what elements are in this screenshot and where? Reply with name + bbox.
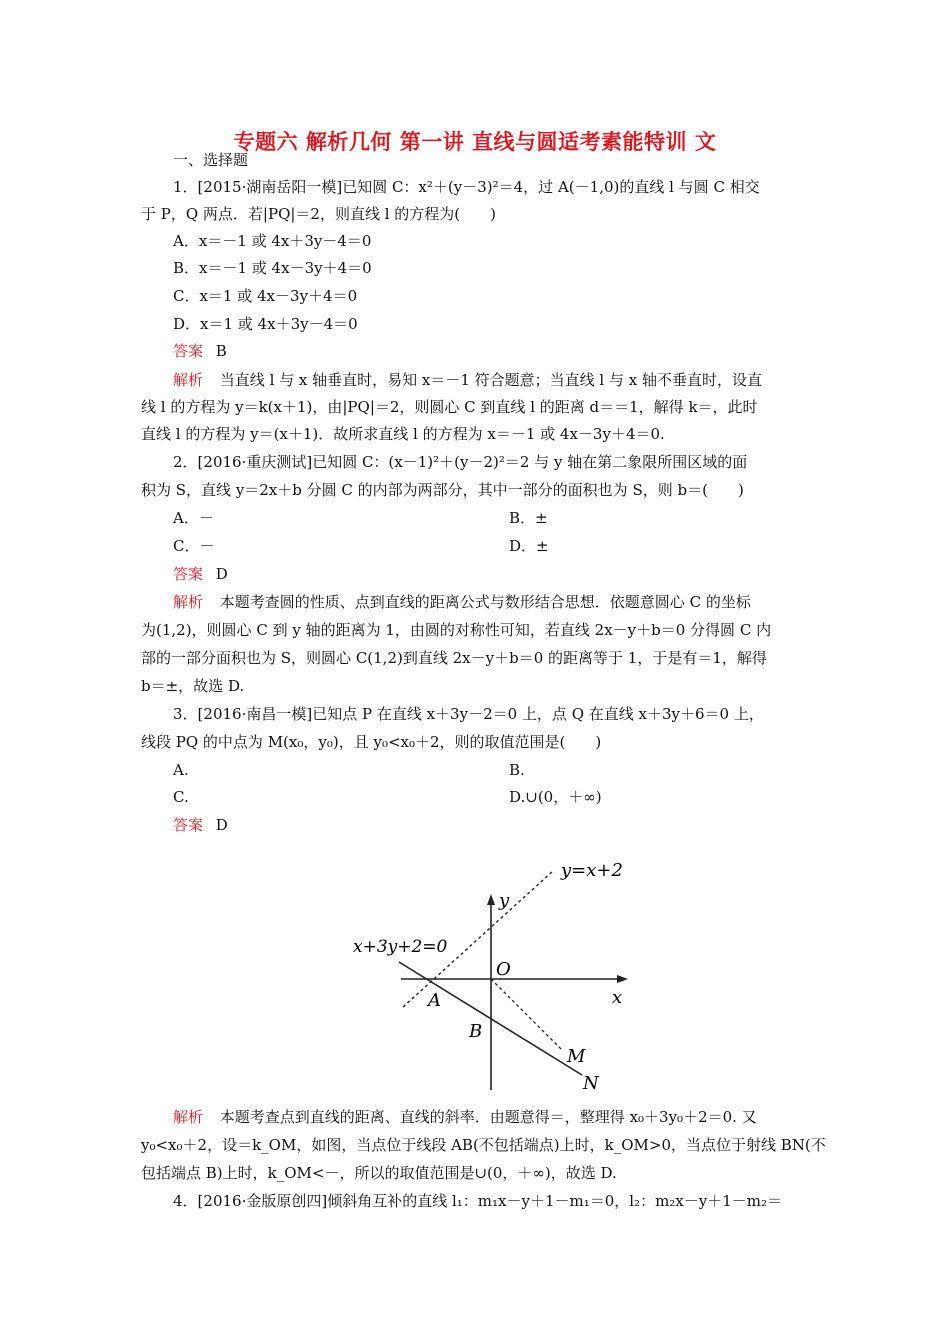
analysis-text: 当直线 l 与 x 轴垂直时，易知 x＝－1 符合题意；当直线 l 与 x 轴不垂直时，设直: [219, 371, 762, 389]
q3-stem-line-1: 3．[2016·南昌一模]已知点 P 在直线 x＋3y－2＝0 上，点 Q 在直线 x＋3y＋6＝0 上，: [173, 705, 764, 723]
section-heading: 一、选择题: [173, 151, 249, 169]
q1-option-b: B．x＝－1 或 4x－3y＋4＝0: [173, 259, 372, 277]
label-a: A: [428, 990, 441, 1011]
coordinate-figure: [341, 844, 641, 1094]
q2-option-b: B．±: [509, 509, 548, 527]
q2-analysis-line-1: [173, 592, 751, 612]
analysis-label: 解析: [173, 371, 204, 389]
q3-answer: [173, 815, 228, 835]
answer-value: D: [215, 816, 228, 834]
q2-stem-line-1: 2．[2016·重庆测试]已知圆 C：(x－1)²＋(y－2)²＝2 与 y 轴在第二象限所围区域的面: [173, 453, 748, 471]
page-title: 专题六 解析几何 第一讲 直线与圆适考素能特训 文: [233, 130, 717, 154]
q1-option-c: C．x＝1 或 4x－3y＋4＝0: [173, 287, 358, 305]
label-y: y: [499, 890, 510, 911]
q3-analysis-line-3: 包括端点 B)上时，k_OM<－，所以的取值范围是∪(0，＋∞)，故选 D.: [141, 1164, 617, 1182]
analysis-label: 解析: [173, 1108, 204, 1126]
q2-option-a: A．－: [173, 509, 214, 527]
q3-option-a: A.: [173, 761, 189, 779]
q1-analysis-line-1: [173, 370, 762, 390]
q2-stem-line-2: 积为 S，直线 y＝2x＋b 分圆 C 的内部为两部分，其中一部分的面积也为 S，则 b＝( ): [141, 481, 744, 499]
q4-stem-line-1: 4．[2016·金版原创四]倾斜角互补的直线 l₁：m₁x－y＋1－m₁＝0，l₂：m₂x－y＋1－m₂＝: [173, 1192, 783, 1210]
label-b: B: [469, 1021, 483, 1042]
analysis-text: 本题考查圆的性质、点到直线的距离公式与数形结合思想．依题意圆心 C 的坐标: [219, 593, 751, 611]
q1-answer: [173, 341, 227, 361]
q3-analysis-line-1: [173, 1107, 757, 1127]
label-n: N: [583, 1073, 599, 1094]
answer-label: 答案: [173, 565, 204, 583]
q3-option-b: B.: [509, 761, 525, 779]
q3-stem-line-2: 线段 PQ 的中点为 M(x₀，y₀)，且 y₀<x₀＋2，则的取值范围是( ): [141, 733, 602, 751]
label-m: M: [567, 1046, 586, 1067]
answer-value: D: [215, 565, 228, 583]
analysis-label: 解析: [173, 593, 204, 611]
q1-stem-line-1: 1．[2015·湖南岳阳一模]已知圆 C：x²＋(y－3)²＝4，过 A(－1,0)的直线 l 与圆 C 相交: [173, 178, 760, 196]
y-axis-arrow-icon: [487, 894, 495, 905]
q1-analysis-line-3: 直线 l 的方程为 y＝(x＋1)．故所求直线 l 的方程为 x＝－1 或 4x－3y＋4＝0.: [141, 425, 665, 443]
answer-value: B: [215, 342, 227, 360]
q2-answer: [173, 564, 228, 584]
label-origin: O: [496, 959, 511, 980]
q1-stem-line-2: 于 P，Q 两点．若|PQ|＝2，则直线 l 的方程为( ): [141, 205, 497, 223]
x-axis-arrow-icon: [617, 975, 628, 983]
answer-label: 答案: [173, 816, 204, 834]
q1-option-d: D．x＝1 或 4x＋3y－4＝0: [173, 315, 358, 333]
q3-analysis-line-2: y₀<x₀＋2，设＝k_OM，如图，当点位于线段 AB(不包括端点)上时，k_OM>0，当点位于射线 BN(不: [141, 1136, 826, 1154]
q2-analysis-line-2: 为(1,2)，则圆心 C 到 y 轴的距离为 1，由圆的对称性可知，若直线 2x－y＋b＝0 分得圆 C 内: [141, 621, 772, 639]
label-line2: x+3y+2=0: [353, 937, 448, 957]
q2-option-c: C．－: [173, 537, 215, 555]
answer-label: 答案: [173, 342, 204, 360]
label-x: x: [612, 987, 623, 1008]
q3-option-c: C.: [173, 788, 189, 806]
q2-analysis-line-4: b＝±，故选 D.: [141, 677, 245, 695]
q3-option-d: D.∪(0，＋∞): [509, 788, 602, 806]
analysis-text: 本题考查点到直线的距离、直线的斜率．由题意得＝，整理得 x₀＋3y₀＋2＝0. 又: [219, 1108, 757, 1126]
q1-analysis-line-2: 线 l 的方程为 y＝k(x＋1)，由|PQ|＝2，则圆心 C 到直线 l 的距离 d＝＝1，解得 k＝，此时: [141, 398, 758, 416]
label-line1: y=x+2: [561, 860, 623, 881]
q2-option-d: D．±: [509, 537, 549, 555]
q2-analysis-line-3: 部的一部分面积也为 S，则圆心 C(1,2)到直线 2x－y＋b＝0 的距离等于 1，于是有＝1，解得: [141, 649, 767, 667]
q1-option-a: A．x＝－1 或 4x＋3y－4＝0: [173, 232, 372, 250]
